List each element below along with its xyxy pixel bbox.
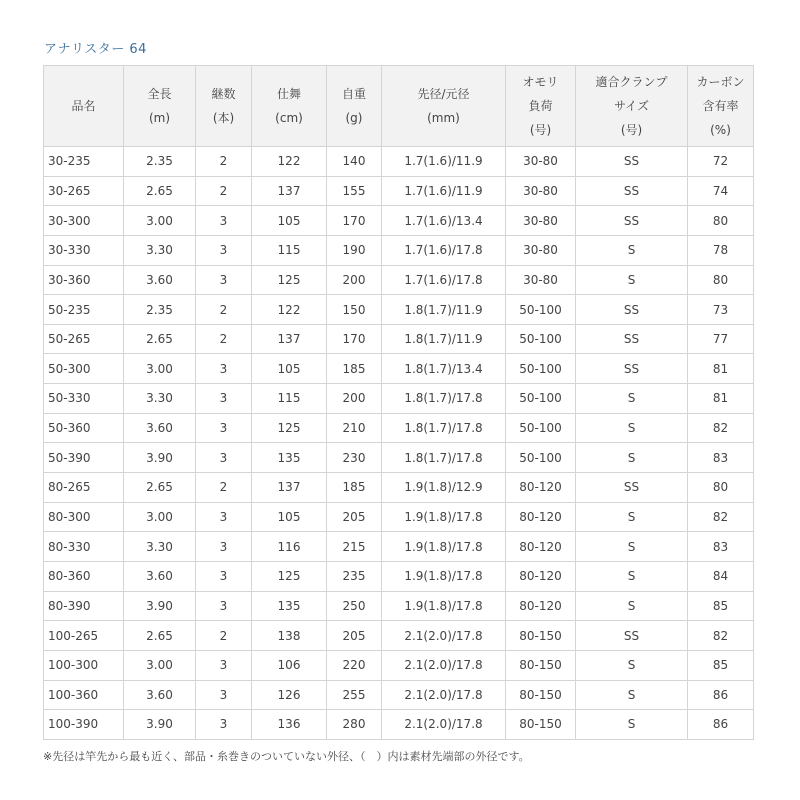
table-row [44,384,754,414]
col-closed-length-cell: 125 [252,561,327,591]
col-carbon-content-cell: 74 [688,176,754,206]
product-title: アナリスター 64 [44,42,147,57]
col-sections-cell: 3 [196,354,252,384]
col-sections-cell: 2 [196,324,252,354]
col-tip-butt-diameter-cell: 1.9(1.8)/17.8 [382,502,506,532]
header-line: 含有率 [702,99,739,113]
col-weight-cell: 200 [327,384,382,414]
col-clamp-size-cell: S [576,710,688,740]
col-weight-cell: 205 [327,502,382,532]
col-length-cell: 3.90 [124,443,196,473]
col-clamp-size-cell: S [576,235,688,265]
col-sinker-load-cell: 30-80 [506,206,576,236]
col-length-cell: 3.00 [124,354,196,384]
col-sections-cell: 3 [196,710,252,740]
col-tip-butt-diameter-cell: 1.7(1.6)/11.9 [382,176,506,206]
col-closed-length-cell: 122 [252,295,327,325]
header-line: 仕舞 [276,87,301,101]
col-closed-length-cell: 116 [252,532,327,562]
col-sections-cell: 3 [196,413,252,443]
header-line: サイズ [613,99,650,113]
spec-table [43,65,754,740]
col-sections-cell: 3 [196,384,252,414]
col-carbon-content-header [688,66,754,147]
table-row [44,473,754,503]
table-row [44,147,754,177]
col-clamp-size-cell: SS [576,324,688,354]
col-tip-butt-diameter-cell: 1.9(1.8)/17.8 [382,532,506,562]
col-weight-cell: 150 [327,295,382,325]
col-sinker-load-cell: 30-80 [506,147,576,177]
col-sinker-load-cell: 50-100 [506,384,576,414]
col-weight-cell: 200 [327,265,382,295]
col-sections-cell: 3 [196,650,252,680]
col-carbon-content-cell: 85 [688,650,754,680]
col-closed-length-cell: 125 [252,413,327,443]
col-carbon-content-cell: 80 [688,206,754,236]
col-sinker-load-cell: 30-80 [506,265,576,295]
table-row [44,680,754,710]
table-row [44,532,754,562]
col-sinker-load-cell: 50-100 [506,354,576,384]
col-carbon-content-cell: 81 [688,354,754,384]
table-row [44,324,754,354]
col-sections-cell: 2 [196,295,252,325]
col-closed-length-cell: 105 [252,206,327,236]
col-sections-cell: 3 [196,265,252,295]
col-length-cell: 2.65 [124,176,196,206]
col-clamp-size-cell: S [576,384,688,414]
header-line: (cm) [275,111,303,125]
col-clamp-size-cell: S [576,680,688,710]
col-closed-length-cell: 135 [252,443,327,473]
col-name-cell: 30-330 [44,235,124,265]
col-weight-cell: 230 [327,443,382,473]
col-clamp-size-cell: SS [576,473,688,503]
col-length-cell: 3.90 [124,710,196,740]
col-carbon-content-cell: 80 [688,473,754,503]
col-sinker-load-cell: 80-120 [506,532,576,562]
col-sinker-load-cell: 50-100 [506,295,576,325]
col-name-cell: 100-265 [44,621,124,651]
col-tip-butt-diameter-header [382,66,506,147]
table-row [44,591,754,621]
col-length-cell: 3.60 [124,680,196,710]
col-clamp-size-cell: S [576,502,688,532]
col-tip-butt-diameter-cell: 1.8(1.7)/17.8 [382,413,506,443]
col-weight-cell: 220 [327,650,382,680]
col-sections-cell: 3 [196,561,252,591]
col-name-cell: 100-360 [44,680,124,710]
col-sections-header [196,66,252,147]
col-name-cell: 30-265 [44,176,124,206]
col-tip-butt-diameter-cell: 1.8(1.7)/17.8 [382,443,506,473]
col-carbon-content-cell: 82 [688,413,754,443]
col-length-cell: 2.35 [124,147,196,177]
col-length-cell: 3.60 [124,561,196,591]
col-weight-cell: 255 [327,680,382,710]
col-closed-length-cell: 137 [252,176,327,206]
col-length-cell: 3.90 [124,591,196,621]
col-closed-length-cell: 105 [252,502,327,532]
col-name-cell: 100-390 [44,710,124,740]
table-row [44,413,754,443]
col-carbon-content-cell: 82 [688,502,754,532]
table-header-row [44,66,754,147]
col-clamp-size-cell: S [576,443,688,473]
col-length-header [124,66,196,147]
col-closed-length-cell: 136 [252,710,327,740]
col-tip-butt-diameter-cell: 1.9(1.8)/17.8 [382,561,506,591]
col-weight-cell: 235 [327,561,382,591]
col-name-cell: 30-360 [44,265,124,295]
col-tip-butt-diameter-cell: 1.8(1.7)/13.4 [382,354,506,384]
col-sinker-load-cell: 80-120 [506,502,576,532]
header-line: 品名 [71,99,96,113]
col-sinker-load-cell: 30-80 [506,176,576,206]
col-weight-header [327,66,382,147]
col-tip-butt-diameter-cell: 1.8(1.7)/11.9 [382,324,506,354]
col-weight-cell: 170 [327,324,382,354]
col-carbon-content-cell: 86 [688,710,754,740]
col-closed-length-header [252,66,327,147]
col-weight-cell: 215 [327,532,382,562]
col-tip-butt-diameter-cell: 1.7(1.6)/11.9 [382,147,506,177]
col-sections-cell: 3 [196,443,252,473]
col-closed-length-cell: 126 [252,680,327,710]
col-length-cell: 3.30 [124,532,196,562]
col-name-cell: 50-235 [44,295,124,325]
col-closed-length-cell: 106 [252,650,327,680]
col-clamp-size-cell: S [576,265,688,295]
col-closed-length-cell: 137 [252,473,327,503]
table-row [44,710,754,740]
col-tip-butt-diameter-cell: 1.9(1.8)/12.9 [382,473,506,503]
col-tip-butt-diameter-cell: 1.7(1.6)/17.8 [382,235,506,265]
col-length-cell: 2.65 [124,621,196,651]
header-line: 適合クランプ [595,75,668,89]
col-sinker-load-cell: 80-120 [506,473,576,503]
col-weight-cell: 190 [327,235,382,265]
col-length-cell: 3.00 [124,502,196,532]
header-line: 全長 [147,87,172,101]
col-length-cell: 3.30 [124,235,196,265]
col-sinker-load-cell: 80-120 [506,561,576,591]
col-carbon-content-cell: 81 [688,384,754,414]
col-weight-cell: 280 [327,710,382,740]
col-sinker-load-cell: 50-100 [506,413,576,443]
table-row [44,650,754,680]
col-sections-cell: 3 [196,680,252,710]
col-sinker-load-header [506,66,576,147]
col-closed-length-cell: 135 [252,591,327,621]
table-body [44,147,754,740]
table-row [44,354,754,384]
col-carbon-content-cell: 84 [688,561,754,591]
table-row [44,235,754,265]
col-closed-length-cell: 105 [252,354,327,384]
col-name-cell: 50-265 [44,324,124,354]
col-sinker-load-cell: 80-150 [506,650,576,680]
table-row [44,561,754,591]
col-sections-cell: 3 [196,591,252,621]
col-clamp-size-cell: S [576,413,688,443]
col-closed-length-cell: 115 [252,384,327,414]
col-sinker-load-cell: 80-120 [506,591,576,621]
col-sections-cell: 2 [196,147,252,177]
header-line: 継数 [211,87,236,101]
col-weight-cell: 210 [327,413,382,443]
col-tip-butt-diameter-cell: 1.7(1.6)/17.8 [382,265,506,295]
col-clamp-size-cell: S [576,591,688,621]
col-weight-cell: 185 [327,473,382,503]
header-line: カーボン [696,75,745,89]
col-weight-cell: 250 [327,591,382,621]
col-carbon-content-cell: 78 [688,235,754,265]
col-name-cell: 50-390 [44,443,124,473]
footnote: ※先径は竿先から最も近く、部品・糸巻きのついていない外径、（ ）内は素材先端部の外径です。 [43,750,530,763]
header-line: (m) [148,111,171,125]
header-line: (号) [620,123,643,137]
col-carbon-content-cell: 85 [688,591,754,621]
col-clamp-size-cell: SS [576,147,688,177]
col-tip-butt-diameter-cell: 2.1(2.0)/17.8 [382,650,506,680]
col-length-cell: 2.65 [124,473,196,503]
col-sections-cell: 3 [196,206,252,236]
col-sections-cell: 2 [196,621,252,651]
col-sinker-load-cell: 50-100 [506,443,576,473]
table-row [44,176,754,206]
col-clamp-size-cell: SS [576,176,688,206]
col-tip-butt-diameter-cell: 1.8(1.7)/11.9 [382,295,506,325]
col-name-cell: 50-360 [44,413,124,443]
col-clamp-size-header [576,66,688,147]
col-carbon-content-cell: 80 [688,265,754,295]
col-name-cell: 80-390 [44,591,124,621]
col-sinker-load-cell: 30-80 [506,235,576,265]
col-name-cell: 80-265 [44,473,124,503]
col-length-cell: 3.00 [124,650,196,680]
col-name-cell: 50-300 [44,354,124,384]
col-closed-length-cell: 122 [252,147,327,177]
header-line: 自重 [341,87,366,101]
col-carbon-content-cell: 72 [688,147,754,177]
col-carbon-content-cell: 82 [688,621,754,651]
col-sinker-load-cell: 80-150 [506,621,576,651]
col-closed-length-cell: 125 [252,265,327,295]
col-length-cell: 3.00 [124,206,196,236]
col-clamp-size-cell: SS [576,206,688,236]
col-weight-cell: 170 [327,206,382,236]
col-closed-length-cell: 138 [252,621,327,651]
header-line: (号) [529,123,552,137]
col-name-cell: 50-330 [44,384,124,414]
col-tip-butt-diameter-cell: 2.1(2.0)/17.8 [382,621,506,651]
col-clamp-size-cell: SS [576,621,688,651]
table-row [44,265,754,295]
col-tip-butt-diameter-cell: 2.1(2.0)/17.8 [382,710,506,740]
col-clamp-size-cell: SS [576,295,688,325]
col-name-cell: 80-330 [44,532,124,562]
col-tip-butt-diameter-cell: 1.8(1.7)/17.8 [382,384,506,414]
col-clamp-size-cell: SS [576,354,688,384]
table-row [44,443,754,473]
col-length-cell: 2.35 [124,295,196,325]
table-row [44,502,754,532]
col-clamp-size-cell: S [576,561,688,591]
col-sections-cell: 2 [196,473,252,503]
col-weight-cell: 185 [327,354,382,384]
col-length-cell: 3.60 [124,413,196,443]
col-sinker-load-cell: 50-100 [506,324,576,354]
col-sinker-load-cell: 80-150 [506,710,576,740]
col-name-cell: 80-300 [44,502,124,532]
col-clamp-size-cell: S [576,532,688,562]
col-length-cell: 2.65 [124,324,196,354]
col-weight-cell: 140 [327,147,382,177]
table-row [44,295,754,325]
col-sections-cell: 3 [196,502,252,532]
col-clamp-size-cell: S [576,650,688,680]
col-sections-cell: 3 [196,235,252,265]
table-row [44,621,754,651]
table-row [44,206,754,236]
col-length-cell: 3.30 [124,384,196,414]
col-sections-cell: 2 [196,176,252,206]
col-sinker-load-cell: 80-150 [506,680,576,710]
col-tip-butt-diameter-cell: 1.7(1.6)/13.4 [382,206,506,236]
col-carbon-content-cell: 73 [688,295,754,325]
header-line: 先径/元径 [417,87,470,101]
col-length-cell: 3.60 [124,265,196,295]
header-line: (本) [212,111,235,125]
header-line: (%) [710,123,731,137]
col-weight-cell: 155 [327,176,382,206]
col-closed-length-cell: 137 [252,324,327,354]
header-line: (mm) [427,111,460,125]
col-sections-cell: 3 [196,532,252,562]
col-closed-length-cell: 115 [252,235,327,265]
col-name-cell: 100-300 [44,650,124,680]
col-name-cell: 30-235 [44,147,124,177]
col-tip-butt-diameter-cell: 2.1(2.0)/17.8 [382,680,506,710]
header-line: 負荷 [528,99,553,113]
header-line: (g) [345,111,363,125]
col-carbon-content-cell: 86 [688,680,754,710]
col-name-cell: 30-300 [44,206,124,236]
col-name-cell: 80-360 [44,561,124,591]
col-name-header [44,66,124,147]
col-carbon-content-cell: 83 [688,443,754,473]
col-tip-butt-diameter-cell: 1.9(1.8)/17.8 [382,591,506,621]
col-carbon-content-cell: 83 [688,532,754,562]
header-line: オモリ [522,75,559,89]
col-carbon-content-cell: 77 [688,324,754,354]
col-weight-cell: 205 [327,621,382,651]
